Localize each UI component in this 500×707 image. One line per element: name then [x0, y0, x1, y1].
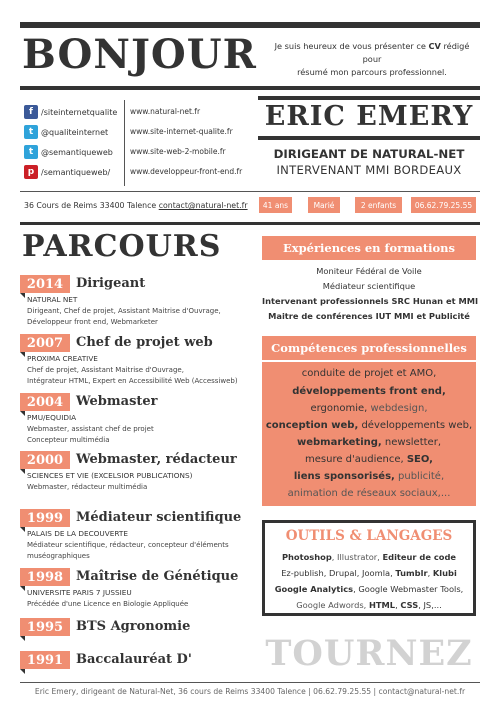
role-secondary: INTERVENANT MMI BORDEAUX	[276, 163, 462, 177]
header-rule	[20, 86, 480, 90]
year-badge-fold	[20, 352, 25, 357]
competence-item: développements front end,	[292, 386, 446, 397]
competence-line	[262, 386, 476, 397]
tool-item: Editeur de code	[382, 552, 457, 562]
competence-item: mesure d'audience,	[305, 454, 407, 465]
job-title: Dirigeant	[76, 276, 146, 291]
year-badge-fold	[20, 669, 25, 674]
outils-line	[262, 584, 476, 594]
social-row[interactable]	[24, 124, 108, 140]
organization: UNIVERSITE PARIS 7 JUSSIEU	[27, 588, 132, 597]
tool-item: ,	[395, 600, 401, 610]
tool-item: Photoshop	[281, 552, 332, 562]
job-title: Médiateur scientifique	[76, 510, 242, 525]
year-badge-fold	[20, 636, 25, 641]
job-description: Intégrateur HTML, Expert en Accessibilité Web (Accessiweb)	[27, 377, 238, 385]
social-handle: /semantiqueweb/	[41, 167, 111, 177]
competence-item: publicité,	[394, 471, 445, 482]
competence-item: conduite de projet et AMO,	[301, 368, 437, 379]
tool-item: , Illustrator,	[331, 552, 383, 562]
tool-item: , Google Webmaster Tools,	[353, 584, 464, 594]
tool-item: Klubi	[432, 568, 457, 578]
website-link[interactable]: www.site-web-2-mobile.fr	[130, 147, 226, 156]
tag-age: 41 ans	[259, 197, 292, 213]
job-description: Développeur front end, Webmarketer	[27, 318, 158, 326]
outils-line	[262, 568, 476, 578]
job-description: Dirigeant, Chef de projet, Assistant Maitrise d'Ouvrage,	[27, 307, 221, 315]
social-handle: @qualiteinternet	[41, 127, 109, 137]
address: 36 Cours de Reims 33400 Talence	[24, 201, 157, 210]
tool-item: , JS,...	[418, 600, 442, 610]
email-link[interactable]: contact@natural-net.fr	[158, 201, 248, 210]
pinterest-icon: p	[24, 165, 38, 179]
organization: PALAIS DE LA DECOUVERTE	[27, 529, 128, 538]
year-badge: 2014	[20, 275, 70, 293]
year-badge-fold	[20, 527, 25, 532]
outils-line	[262, 552, 476, 562]
social-row[interactable]	[24, 164, 110, 180]
formation-line: Intervenant professionnels SRC Hunan et MMI	[262, 296, 479, 306]
tag-children: 2 enfants	[355, 197, 402, 213]
outils-heading: OUTILS & LANGAGES	[285, 528, 453, 544]
tag-status: Marié	[308, 197, 340, 213]
competence-item: conception web,	[265, 420, 359, 431]
footer-rule	[20, 682, 480, 683]
intro-after: rédigé pour	[362, 41, 470, 64]
social-divider	[124, 100, 125, 186]
job-title: Chef de projet web	[76, 335, 213, 350]
year-badge: 2007	[20, 334, 70, 352]
competence-line	[262, 420, 476, 431]
competences-heading: Compétences professionnelles	[262, 336, 476, 360]
competence-item: animation de réseaux sociaux,...	[287, 488, 451, 499]
job-title: Baccalauréat D'	[76, 652, 192, 667]
job-description: muséographiques	[27, 552, 90, 560]
tool-item: Google Analytics	[274, 584, 354, 594]
year-badge: 1998	[20, 568, 70, 586]
formation-line: Médiateur scientifique	[322, 281, 416, 291]
competence-item: ergonomie,	[310, 403, 368, 414]
year-badge: 1999	[20, 509, 70, 527]
job-description: Webmaster, assistant chef de projet	[27, 425, 154, 433]
social-handle: /siteinternetqualite	[41, 107, 118, 117]
year-badge: 2004	[20, 393, 70, 411]
outils-line	[262, 600, 476, 610]
organization: PROXIMA CREATIVE	[27, 354, 98, 363]
competence-line	[262, 403, 476, 414]
job-title: Maîtrise de Génétique	[76, 569, 239, 584]
competences-panel	[262, 362, 476, 506]
intro-strong: CV	[428, 41, 441, 51]
footer-text: Eric Emery, dirigeant de Natural-Net, 36 cours de Reims 33400 Talence | 06.62.79.25.55 | contact@natural-net.fr	[34, 687, 466, 696]
name-rule-top	[258, 96, 480, 100]
social-row[interactable]	[24, 104, 117, 120]
job-description: Chef de projet, Assistant Maitrise d'Ouvrage,	[27, 366, 184, 374]
tool-item: CSS	[400, 600, 419, 610]
job-title: Webmaster, rédacteur	[76, 452, 237, 467]
website-link[interactable]: www.site-internet-qualite.fr	[130, 127, 233, 136]
parcours-title: PARCOURS	[22, 229, 222, 264]
organization: NATURAL NET	[27, 295, 78, 304]
job-description: Précédée d'une Licence en Biologie Appliquée	[27, 600, 189, 608]
website-link[interactable]: www.natural-net.fr	[130, 107, 201, 116]
competence-item: webmarketing,	[296, 437, 382, 448]
website-link[interactable]: www.developpeur-front-end.fr	[130, 167, 243, 176]
formation-line: Maitre de conférences IUT MMI et Publicité	[268, 311, 470, 321]
tournez-label[interactable]: TOURNEZ	[265, 633, 473, 674]
tool-item: Ez-publish, Drupal, Joomla,	[281, 568, 396, 578]
tool-item: HTML	[368, 600, 396, 610]
competence-item: développements web,	[358, 420, 473, 431]
job-description: Médiateur scientifique, rédacteur, concepteur d'éléments	[27, 541, 229, 549]
page-title: BONJOUR	[22, 31, 257, 78]
year-badge: 2000	[20, 451, 70, 469]
section-rule	[20, 222, 480, 225]
intro-text	[264, 40, 480, 79]
year-badge-fold	[20, 411, 25, 416]
social-row[interactable]	[24, 144, 113, 160]
year-badge-fold	[20, 293, 25, 298]
competence-line	[262, 471, 476, 482]
job-description: Webmaster, rédacteur multimédia	[27, 483, 148, 491]
organization: PMU/EQUIDIA	[27, 413, 77, 422]
organization: SCIENCES ET VIE (EXCELSIOR PUBLICATIONS)	[27, 471, 193, 480]
year-badge-fold	[20, 469, 25, 474]
year-badge: 1995	[20, 618, 70, 636]
job-description: Concepteur multimédia	[27, 436, 110, 444]
competence-line	[262, 454, 476, 465]
intro-line2: résumé mon parcours professionnel.	[297, 67, 447, 77]
person-name: ERIC EMERY	[264, 101, 474, 132]
info-rule	[20, 191, 480, 192]
competence-line	[262, 437, 476, 448]
job-title: Webmaster	[76, 394, 158, 409]
twitter-icon: t	[24, 125, 38, 139]
role-primary: DIRIGEANT DE NATURAL-NET	[273, 147, 465, 161]
intro-before: Je suis heureux de vous présenter ce	[274, 41, 429, 51]
tool-item: Tumblr	[395, 568, 428, 578]
formation-line: Moniteur Fédéral de Voile	[316, 266, 422, 276]
address-line	[24, 201, 248, 210]
competence-line	[262, 368, 476, 379]
competence-item: webdesign,	[367, 403, 428, 414]
formations-heading: Expériences en formations	[262, 236, 476, 260]
facebook-icon: f	[24, 105, 38, 119]
social-handle: @semantiqueweb	[41, 147, 113, 157]
tool-item: ,	[427, 568, 433, 578]
tool-item: Google Adwords,	[296, 600, 369, 610]
job-title: BTS Agronomie	[76, 619, 191, 634]
competence-line	[262, 488, 476, 499]
name-rule-bottom	[258, 136, 480, 140]
competence-item: newsletter,	[381, 437, 441, 448]
top-rule	[20, 22, 480, 28]
twitter-icon: t	[24, 145, 38, 159]
competence-item: SEO,	[406, 454, 433, 465]
year-badge-fold	[20, 586, 25, 591]
year-badge: 1991	[20, 651, 70, 669]
tag-phone: 06.62.79.25.55	[411, 197, 476, 213]
competence-item: liens sponsorisés,	[293, 471, 395, 482]
